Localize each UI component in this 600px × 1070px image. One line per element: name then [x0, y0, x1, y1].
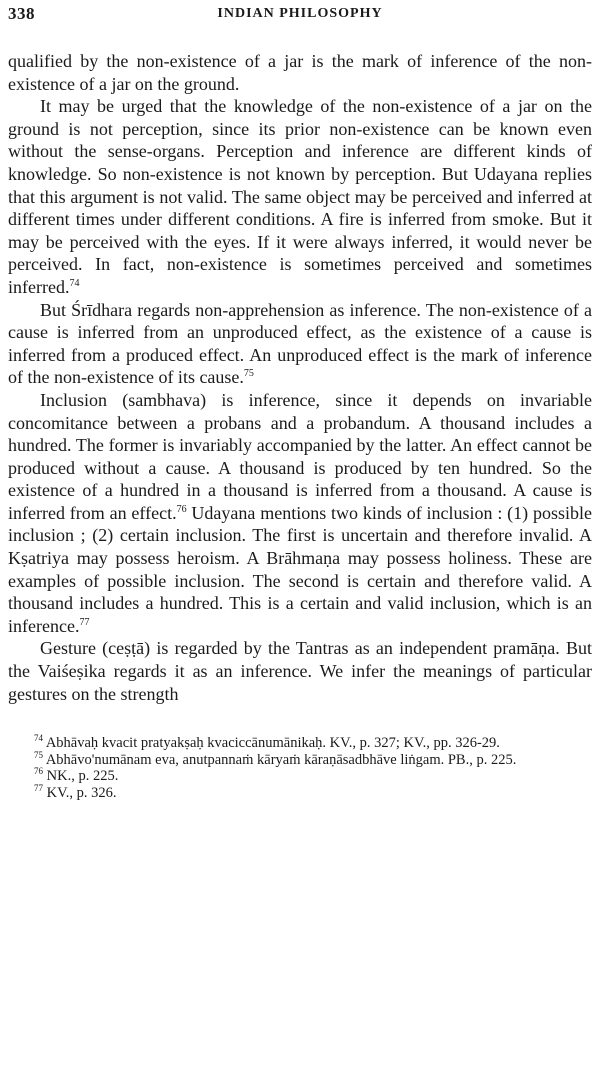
footnote-reference: 77	[79, 616, 90, 628]
paragraph-gesture	[8, 637, 592, 705]
paragraph-text: Inclusion (sambhava) is inference, since it depends on invariable concomitance between a probans and a probandum. A thousand includes a hundred. The former is invariably accompanied by the latter. An effect cannot be produced without a cause. A thousand is produced by ten hundred. So the existence of a hundred in a thousand is inferred from a thousand. A cause is inferred from an effect.	[8, 389, 592, 523]
running-head	[8, 4, 592, 32]
footnote-text: Abhāvaḥ kvacit pratyakṣaḥ kvaciccānumānikaḥ. KV., p. 327; KV., pp. 326-29.	[45, 735, 500, 752]
paragraph-text: But Śrīdhara regards non-apprehension as inference. The non-existence of a cause is inferred from an unproduced effect, as the existence of a cause is inferred from a produced effect. An unproduced effect is the mark of inference of the non-existence of its cause.	[8, 299, 592, 388]
paragraph-text: Gesture (ceṣṭā) is regarded by the Tantras as an independent pramāṇa. But the Vaiśeṣika regards it as an inference. We infer the meanings of particular gestures on the strength	[8, 638, 592, 704]
page-number: 338	[8, 4, 35, 23]
footnote	[8, 735, 592, 752]
footnote-reference: 75	[243, 368, 254, 380]
paragraph-inclusion	[8, 389, 592, 638]
footnote-text: Abhāvo'numānam eva, anutpannaṁ kāryaṁ kāraṇāsadbhāve liṅgam. PB., p. 225.	[45, 751, 517, 768]
footnote-mark: 74	[34, 733, 43, 744]
paragraph-text: qualified by the non-existence of a jar is the mark of inference of the non-existence of a jar on the ground.	[8, 51, 592, 94]
footnotes	[8, 735, 592, 801]
running-title: INDIAN PHILOSOPHY	[217, 6, 383, 21]
paragraph-text: It may be urged that the knowledge of the non-existence of a jar on the ground is not perception, since its prior non-existence can be known even without the sense-organs. Perception and inference are different kinds of knowledge. So non-existence is not known by perception. But Udayana replies that this argument is not valid. The same object may be perceived and inferred at different times under different conditions. A fire is inferred from smoke. But it may be perceived with the eyes. If it were always inferred, it would never be perceived. In fact, non-existence is sometimes perceived and sometimes inferred.	[8, 96, 592, 297]
footnote-reference: 76	[176, 503, 187, 515]
footnote-mark: 75	[34, 749, 43, 760]
footnote-mark: 76	[34, 766, 43, 777]
paragraph-udayana-perception	[8, 95, 592, 298]
footnote	[8, 768, 592, 785]
footnote	[8, 749, 592, 769]
paragraph-sridhara	[8, 299, 592, 389]
body-text	[8, 50, 592, 705]
footnote-text: KV., p. 326.	[46, 784, 117, 801]
footnote-reference: 74	[69, 277, 80, 289]
paragraph-text: Udayana mentions two kinds of inclusion : (1) possible inclusion ; (2) certain inclusion. The first is uncertain and therefore invalid. A Kṣatriya may possess heroism. A Brāhmaṇa may possess holiness. These are examples of possible inclusion. The second is certain and therefore valid. A thousand includes a hundred. This is a certain and valid inclusion, which is an inference.	[8, 502, 593, 636]
paragraph-continued	[8, 50, 592, 95]
footnote-text: NK., p. 225.	[46, 768, 119, 785]
footnote-mark: 77	[34, 782, 43, 793]
footnote	[8, 782, 592, 802]
